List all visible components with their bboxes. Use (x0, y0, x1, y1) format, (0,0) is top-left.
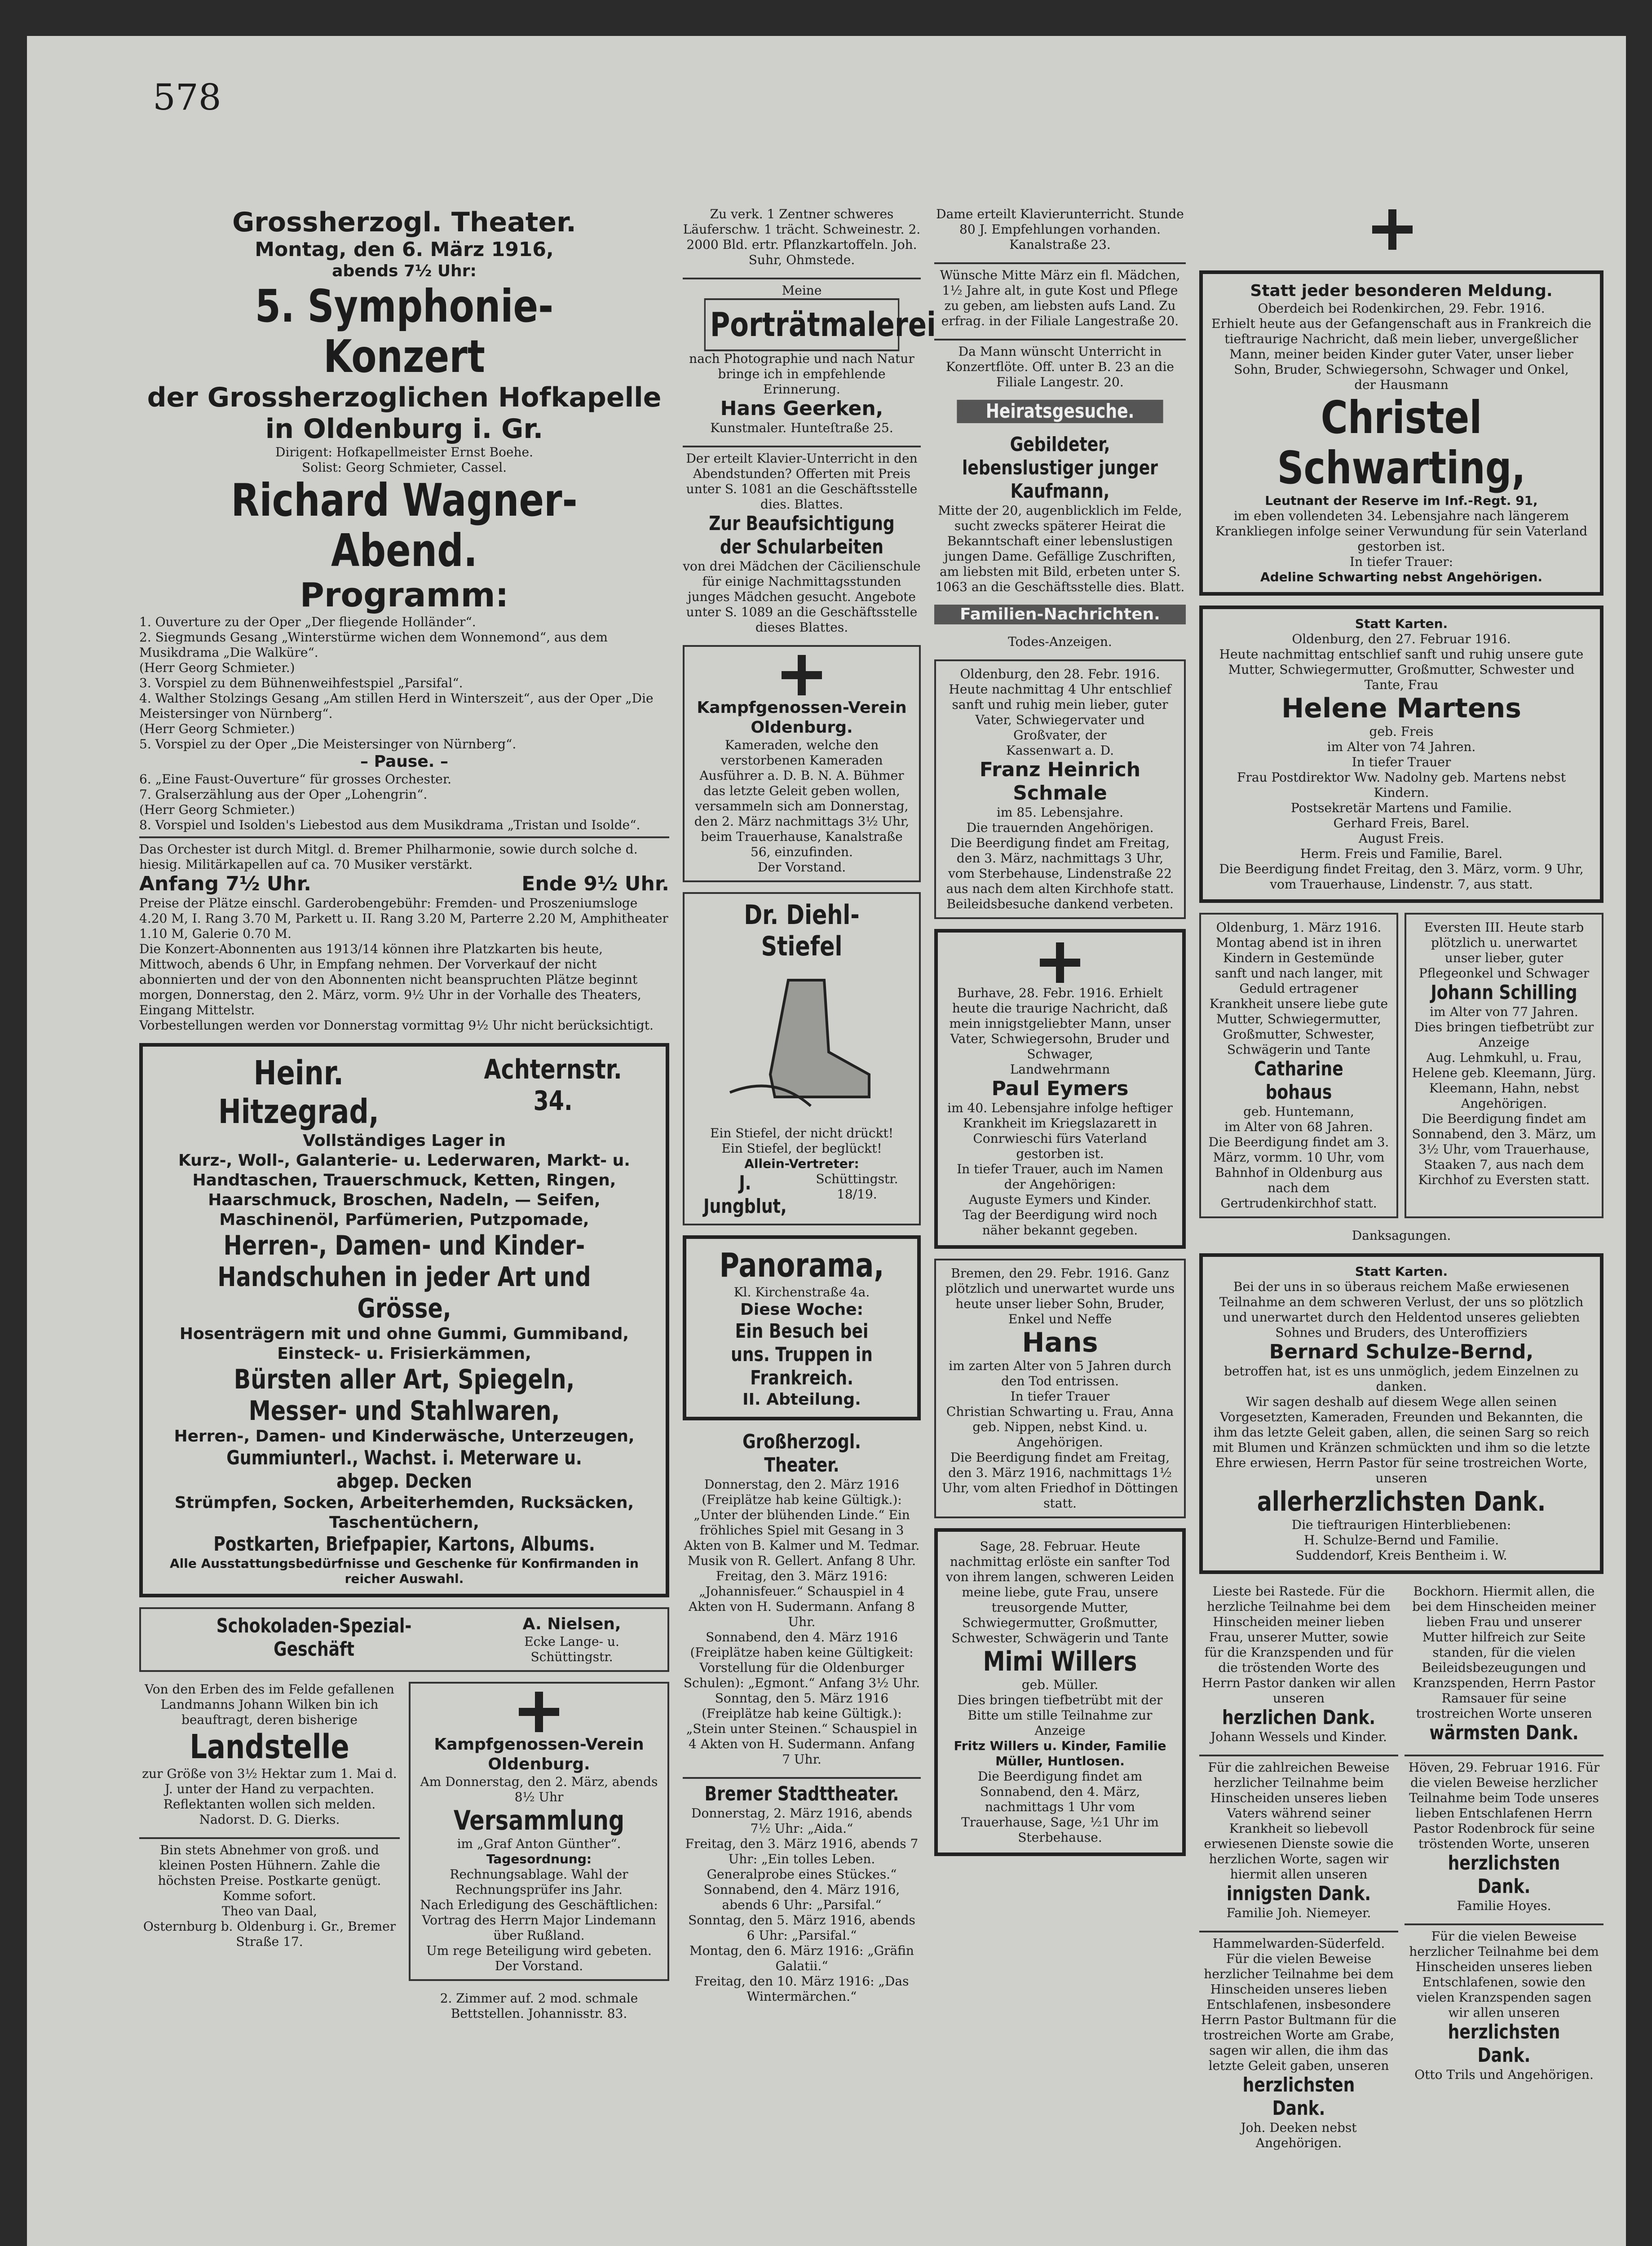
schmale-mourners: Die trauernden Angehörigen. (966, 820, 1154, 835)
schwarting-name: Christel Schwarting, (1277, 391, 1526, 494)
kampfgenossen-meeting-column (409, 1682, 669, 2031)
hitzegrad-line-2: Kurz-, Woll-, Galanterie- u. Lederwaren, Markt- u. Handtaschen, Trauerschmuck, Ketten, Ringen, Haarschmuck, Broschen, Nadeln, — Seifen, Maschinenöl, Parfümerien, Putzpomade, (178, 1151, 630, 1229)
eymers-note: Tag der Beerdigung wird noch näher bekannt gegeben. (963, 1207, 1157, 1238)
familien-banner: Familien-Nachrichten. (934, 605, 1186, 624)
rode-text: Für die vielen Beweise herzlicher Teilnahme bei dem Hinscheiden unseres lieben Entschlafenen, sowie den vielen Kranzspenden sagen wir allen unseren (1409, 1929, 1599, 2020)
bohaus-funeral: Die Beerdigung findet am 3. März, vormm. 10 Uhr, vom Bahnhof in Oldenburg aus nach dem Gertrudenkirchhof statt. (1208, 1135, 1389, 1211)
martens-head: Statt Karten. (1355, 616, 1448, 631)
rode-sign: Otto Trils und Angehörigen. (1414, 2067, 1594, 2082)
niemeyer-sign: Familie Joh. Niemeyer. (1226, 1906, 1371, 1920)
kampfgenossen-meeting-ad (409, 1682, 669, 1981)
bremer-theater-text: Donnerstag, 2. März 1916, abends 7½ Uhr: „Aida.“ Freitag, den 3. März 1916, abends 7 Uhr: „Ein tolles Leben. Generalprobe eines Stückes.“ Sonnabend, den 4. März 1916, abends 6 Uhr: „Parsifal.“ Sonntag, den 5. März 1916, abends 6 Uhr: „Parsifal.“ Montag, den 6. März 1916: „Gräfin Galatii.“ Freitag, den 10. März 1916: „Das Wintermärchen.“ (685, 1806, 919, 2004)
hitzegrad-name: Heinr. Hitzegrad, (218, 1054, 379, 1131)
obituary-schmale (934, 659, 1186, 919)
heiratsgesuche-banner: Heiratsgesuche. (957, 400, 1163, 423)
hitzegrad-line-7: Gummiunterl., Wachst. i. Meterware u. abgep. Decken (226, 1446, 582, 1493)
hitzegrad-street: Achternstr. 34. (484, 1054, 622, 1117)
program-part-1: 1. Ouverture zu der Oper „Der fliegende Holländer“. 2. Siegmunds Gesang „Winterstürme wichen dem Wonnemond“, aus dem Musikdrama „Die Walküre“. (Herr Georg Schmieter.) 3. Vorspiel zu dem Bühnenweihfestspiel „Parsifal“. 4. Walther Stolzings Gesang „Am stillen Herd in Winterszeit“, aus der Oper „Die Meistersinger von Nürnberg“. (Herr Georg Schmieter.) 5. Vorspiel zu der Oper „Die Meistersinger von Nürnberg“. (139, 615, 654, 752)
schwarting-rank: der Hausmann (1354, 377, 1449, 392)
schmale-text: Oldenburg, den 28. Febr. 1916. Heute nachmittag 4 Uhr entschlief sanft und ruhig mein lieber, guter Vater, Schwiegervater und Großvater, der (949, 667, 1171, 743)
obituary-bohaus (1199, 913, 1398, 1218)
diehl-ad (683, 892, 921, 1225)
schulze-name: Bernard Schulze-Bernd, (1269, 1340, 1534, 1363)
portrait-address: Kunstmaler. Hunteſtraße 25. (710, 420, 893, 435)
thanks-right-column (1405, 1584, 1603, 2161)
schmale-age: im 85. Lebensjahre. (996, 805, 1124, 820)
willers-text-2: Dies bringen tiefbetrübt mit der Bitte um stille Teilnahme zur Anzeige (957, 1693, 1163, 1738)
schmale-funeral: Die Beerdigung findet am Freitag, den 3. März, nachmittags 3 Uhr, vom Sterbehause, Lindenstraße 22 aus nach dem alten Kirchhofe statt. Beileidsbesuche dankend verbeten. (946, 836, 1174, 911)
huehner-ad: Bin stets Abnehmer von groß. und kleinen Posten Hühnern. Zahle die höchsten Preise. Postkarte genügt. Komme sofort. Theo van Daal, Osternburg b. Oldenburg i. Gr., Bremer Straße 17. (143, 1843, 396, 1949)
panorama-title: Panorama, (719, 1246, 884, 1285)
portrait-text: nach Photographie und nach Natur bringe ich in empfehlende Erinnerung. (689, 351, 914, 397)
panorama-address: Kl. Kirchenstraße 4a. (733, 1285, 870, 1300)
schwarting-place: Oberdeich bei Rodenkirchen, 29. Febr. 1916. (1258, 301, 1545, 316)
thanks-deeken (1199, 1936, 1398, 2151)
bremer-theater-ad (683, 1782, 921, 2004)
landstelle-column (139, 1682, 400, 2031)
hoyes-text: Höven, 29. Februar 1916. Für die vielen Beweise herzlicher Teilnahme beim Tode unseres lieben Entschlafenen Herrn Pastor Rodenbrock für seine tröstenden Worte, unseren (1408, 1760, 1600, 1851)
kampfgenossen-funeral-text: Kameraden, welche den verstorbenen Kameraden Ausführer a. D. B. N. A. Bühmer das letzte Geleit geben wollen, versammeln sich am Donnerstag, den 2. März nachmittags 3½ Uhr, beim Trauerhause, Kanalstraße 56, einzufinden. (694, 738, 910, 859)
hitzegrad-line-1: Vollständiges Lager in (303, 1132, 506, 1150)
hitzegrad-line-8: Strümpfen, Socken, Arbeiterhemden, Rucksäcken, Taschentüchern, (174, 1494, 634, 1532)
hitzegrad-line-6: Herren-, Damen- und Kinderwäsche, Unterzeugen, (174, 1427, 635, 1446)
prices: Preise der Plätze einschl. Garderobengebühr: Fremden- und Proszeniumsloge 4.20 M, I. Rang 3.70 M, Parkett u. II. Rang 3.20 M, Parterre 2.20 M, Amphitheater 1.10 M, Galerie 0.70 M. Die Konzert-Abonnenten aus 1913/14 können ihre Platzkarten bis heute, Mittwoch, abends 6 Uhr, in Empfang nehmen. Der Vorverkauf der nicht abonnierten und der von den Abonnenten nicht beanspruchten Plätze beginnt morgen, Donnerstag, den 2. März, vorm. 9½ Uhr in der Vorhalle des Theaters, Eingang Mittelstr. Vorbestellungen werden vor Donnerstag vormittag 9½ Uhr nicht berücksichtigt. (139, 896, 668, 1033)
column-2 (683, 207, 936, 2014)
kampfgenossen-agenda-title: Tagesordnung: (486, 1852, 592, 1866)
obituary-willers (934, 1528, 1186, 1856)
diehl-rep-address: Schüttingstr. 18/19. (816, 1172, 898, 1202)
bremer-theater-title: Bremer Stadttheater. (704, 1782, 899, 1805)
schilling-age: im Alter von 77 Jahren. (1430, 1004, 1578, 1019)
kampfgenossen-meeting-date: Am Donnerstag, den 2. März, abends 8½ Uhr (420, 1774, 658, 1804)
schulze-text-2: betroffen hat, ist es uns unmöglich, jedem Einzelnen zu danken. Wir sagen deshalb auf diesem Wege allen seinen Vorgesetzten, Kameraden, Freunden und Bekannten, die ihm das letzte Geleit gaben, allen, die seinen Sarg so reich mit Blumen und Kränzen schmückten und ihm so die letzte Ehre erwiesen, Herrn Pastor für seine trostreichen Worte, unseren (1212, 1364, 1590, 1486)
program-title: Programm: (300, 576, 509, 615)
willers-funeral: Die Beerdigung findet am Sonnabend, den 4. März, nachmittags 1 Uhr vom Trauerhause, Sage, ½1 Uhr im Sterbehause. (961, 1769, 1159, 1845)
column-4 (1199, 207, 1603, 2161)
column-3 (934, 207, 1186, 1866)
schwarting-text: Erhielt heute aus der Gefangenschaft aus in Frankreich die tieftraurige Nachricht, daß mein lieber, unvergeßlicher Mann, meiner beiden Kinder guter Vater, unser lieber Sohn, Bruder, Schwiegersohn, Schwager und Onkel, (1211, 316, 1591, 377)
eymers-mourners: In tiefer Trauer, auch im Namen der Angehörigen: Auguste Eymers und Kinder. (957, 1162, 1163, 1207)
diehl-slogan: Ein Stiefel, der nicht drückt! Ein Stiefel, der beglückt! (710, 1126, 894, 1156)
deeken-sign: Joh. Deeken nebst Angehörigen. (1241, 2120, 1357, 2150)
conductor: Dirigent: Hofkapellmeister Ernst Boehe. (275, 445, 533, 460)
thanks-wessels (1199, 1584, 1398, 1745)
danksagungen-head: Danksagungen. (1352, 1228, 1451, 1243)
concert-ad (139, 207, 669, 1033)
concert-subtitle: der Grossherzoglichen Hofkapelle (147, 382, 662, 413)
schwein-ad: Zu verk. 1 Zentner schweres Läuferschw. 1 trächt. Schweinestr. 2. 2000 Bld. ertr. Pflanzkartoffeln. Joh. Suhr, Ohmstede. (683, 207, 921, 267)
obituary-eymers (934, 929, 1186, 1249)
schwarting-mourn: In tiefer Trauer: (1349, 554, 1453, 569)
kampfgenossen-meeting-place: im „Graf Anton Günther“. (457, 1836, 621, 1851)
end-time: Ende 9½ Uhr. (521, 872, 669, 895)
bohaus-name: Catharine bohaus (1254, 1057, 1343, 1104)
kampfgenossen-meeting-name: Kampfgenossen-Verein Oldenburg. (434, 1735, 644, 1773)
schilling-text: Eversten III. Heute starb plötzlich u. unerwartet unser lieber, guter Pflegeonkel und Schwager (1418, 920, 1590, 981)
theater-name: Grossherzogl. Theater. (232, 207, 576, 238)
martens-born: geb. Freis (1369, 724, 1434, 739)
obituary-martens (1199, 606, 1603, 903)
program-part-2: 6. „Eine Faust-Ouverture“ für grosses Orchester. 7. Gralserzählung aus der Oper „Lohengrin“. (Herr Georg Schmieter.) 8. Vorspiel und Isolden's Liebestod aus dem Musikdrama „Tristan und Isolde“. (139, 772, 640, 832)
eymers-text: Burhave, 28. Febr. 1916. Erhielt heute die traurige Nachricht, daß mein innigstgeliebter Mann, unser Vater, Schwiegersohn, Bruder und Schwager, (949, 986, 1171, 1061)
hans-funeral: Die Beerdigung findet am Freitag, den 3. März 1916, nachmittags 1½ Uhr, vom alten Friedhof in Döttingen statt. (942, 1450, 1178, 1511)
schularbeiten-text: von drei Mädchen der Cäcilienschule für einige Nachmittagsstunden junges Mädchen gesucht. Angebote unter S. 1089 an die Geschäftsstelle dieses Blattes. (683, 559, 921, 635)
portrait-name: Hans Geerken, (720, 397, 883, 420)
kampfgenossen-funeral-sign: Der Vorstand. (757, 860, 846, 875)
schulze-thanks: allerherzlichsten Dank. (1257, 1486, 1546, 1517)
niemeyer-text: Für die zahlreichen Beweise herzlicher Teilnahme beim Hinscheiden unseres lieben Vaters während seiner Krankheit so liebevoll erwiesenen Dienste sowie die herzlichen Worte, sagen wir hiermit allen unseren (1204, 1760, 1394, 1882)
landstelle-text: zur Größe von 3½ Hektar zum 1. Mai d. J. unter der Hand zu verpachten. Reflektanten wollen sich melden. Nadorst. D. G. Dierks. (142, 1766, 397, 1827)
schmale-rank: Kassenwart a. D. (1006, 743, 1114, 758)
kampfgenossen-funeral-ad (683, 645, 921, 882)
theater-program-title: Großherzogl. Theater. (742, 1430, 861, 1477)
wrede-text: Bockhorn. Hiermit allen, die bei dem Hinscheiden meiner lieben Frau und unserer Mutter hilfreich zur Seite standen, für die vielen Beileidsbezeugungen und Kranzspenden, Herrn Pastor Ramsauer für seine trostreichen Worte unseren (1412, 1584, 1596, 1721)
wessels-text: Lieste bei Rastede. Für die herzliche Teilnahme bei dem Hinscheiden meiner lieben Frau, unserer Mutter, sowie für die Kranzspenden und für die tröstenden Worte des Herrn Pastor danken wir allen unseren (1201, 1584, 1396, 1706)
schulze-sign: Die tieftraurigen Hinterbliebenen: H. Schulze-Bernd und Familie. Suddendorf, Kreis Bentheim i. W. (1291, 1517, 1511, 1563)
heiratsgesuch-ad (934, 433, 1186, 595)
heiratsgesuch-text: Mitte der 20, augenblicklich im Felde, sucht zwecks späterer Heirat die Bekanntschaft einer lebenslustigen jungen Dame. Gefällige Zuschriften, am liebsten mit Bild, erbeten unter S. 1063 an die Geschäftsstelle dies. Blatt. (935, 503, 1185, 594)
iron-cross-icon (782, 655, 822, 695)
schokoladen-owner: A. Nielsen, (522, 1615, 621, 1633)
diehl-rep-name: J. Jungblut, (703, 1172, 787, 1218)
hitzegrad-line-9: Postkarten, Briefpapier, Kartons, Albums. (213, 1533, 595, 1556)
diehl-rep-label: Allein-Vertreter: (744, 1156, 859, 1171)
iron-cross-icon (1040, 942, 1080, 983)
thanks-schulze-bernd (1199, 1253, 1603, 1574)
schokoladen-title: Schokoladen-Spezial-Geschäft (216, 1614, 412, 1661)
hans-mourners: In tiefer Trauer Christian Schwarting u. Frau, Anna geb. Nippen, nebst Kind. u. Angehörigen. (946, 1389, 1174, 1450)
hitzegrad-line-3: Herren-, Damen- und Kinder-Handschuhen in jeder Art und Grösse, (217, 1230, 591, 1324)
rode-thanks: herzlichsten Dank. (1448, 2021, 1560, 2067)
portrait-title: Porträtmalerei (704, 298, 900, 351)
portrait-ad (683, 283, 936, 436)
hitzegrad-ad (139, 1043, 669, 1597)
bohaus-text: Oldenburg, 1. März 1916. Montag abend ist in ihren Kindern in Gestemünde sanft und nach langer, mit Geduld ertragener Krankheit unsere liebe gute Mutter, Schwiegermutter, Großmutter, Schwester, Schwägerin und Tante (1209, 920, 1388, 1057)
eymers-rank: Landwehrmann (1010, 1062, 1110, 1077)
hans-age: im zarten Alter von 5 Jahren durch den Tod entrissen. (949, 1358, 1171, 1388)
hans-text: Bremen, den 29. Febr. 1916. Ganz plötzlich und unerwartet wurde uns heute unser lieber Sohn, Bruder, Enkel und Neffe (945, 1266, 1175, 1326)
schokoladen-address: Ecke Lange- u. Schüttingstr. (524, 1634, 619, 1664)
schilling-name: Johann Schilling (1431, 981, 1577, 1004)
thanks-wrede (1405, 1584, 1603, 1745)
schwarting-sign: Adeline Schwarting nebst Angehörigen. (1260, 570, 1543, 584)
column-1 (139, 207, 669, 2031)
todes-anzeigen-head: Todes-Anzeigen. (1008, 634, 1112, 649)
willers-text: Sage, 28. Februar. Heute nachmittag erlöste ein sanfter Tod von ihrem langen, schweren Leiden meine liebe, gute Frau, unsere treusorgende Mutter, Schwiegermutter, Großmutter, Schwester, Schwägerin und Tante (945, 1539, 1175, 1645)
wagner-evening: Richard Wagner-Abend. (231, 474, 578, 577)
hitzegrad-line-5: Bürsten aller Art, Spiegeln, Messer- und Stahlwaren, (234, 1364, 575, 1427)
hoyes-sign: Familie Hoyes. (1457, 1898, 1551, 1913)
bohaus-born: geb. Huntemann, (1243, 1104, 1354, 1119)
heiratsgesuch-head: Gebildeter, lebenslustiger junger Kaufmann, (962, 433, 1158, 503)
boot-illustration-icon (721, 962, 883, 1124)
iron-cross-icon (519, 1692, 559, 1732)
schulze-text: Bei der uns in so überaus reichem Maße erwiesenen Teilnahme an dem schweren Verlust, der uns so plötzlich und unerwartet durch den Heldentod unseres geliebten Sohnes und Bruders, des Unteroffiziers (1219, 1279, 1584, 1340)
schilling-text-2: Dies bringen tiefbetrübt zur Anzeige (1414, 1020, 1594, 1050)
concert-time: abends 7½ Uhr: (332, 262, 477, 280)
martens-place: Oldenburg, den 27. Februar 1916. (1292, 632, 1511, 646)
thanks-rode (1405, 1929, 1603, 2082)
klavierunterricht-ad: Dame erteilt Klavierunterricht. Stunde 80 J. Empfehlungen vorhanden. Kanalstraße 23. (936, 207, 1184, 252)
obituary-hans (934, 1259, 1186, 1518)
martens-text: Heute nachmittag entschlief sanft und ruhig unsere gute Mutter, Schwiegermutter, Großmutter, Schwester und Tante, Frau (1219, 647, 1584, 692)
kampfgenossen-agenda: Rechnungsablage. Wahl der Rechnungsprüfer ins Jahr. Nach Erledigung des Geschäftlichen: Vortrag des Herrn Major Lindemann über Rußland. Um rege Beteiligung wird gebeten. (420, 1867, 658, 1958)
schulze-head: Statt Karten. (1355, 1264, 1448, 1279)
concert-city: in Oldenburg i. Gr. (265, 413, 543, 445)
obituary-schilling (1405, 913, 1603, 1218)
concert-title: 5. Symphonie-Konzert (255, 280, 554, 383)
bohaus-age: im Alter von 68 Jahren. (1224, 1119, 1373, 1134)
schilling-funeral: Die Beerdigung findet am Sonnabend, den 3. März, um 3½ Uhr, vom Trauerhause, Staaken 7, aus nach dem Kirchhof zu Eversten statt. (1412, 1111, 1596, 1187)
orchestra-note: Das Orchester ist durch Mitgl. d. Bremer Philharmonie, sowie durch solche d. hiesig. Militärkapellen auf ca. 70 Musiker verstärkt. (139, 842, 638, 872)
thanks-niemeyer (1199, 1760, 1398, 1921)
panorama-ad (683, 1235, 921, 1420)
pflege-ad: Wünsche Mitte März ein fl. Mädchen, 1½ Jahre alt, in gute Kost und Pflege zu geben, am liebsten aufs Land. Zu erfrag. in der Filiale Langestraße 20. (940, 268, 1180, 328)
thanks-hoyes (1405, 1760, 1603, 1914)
deeken-text: Hammelwarden-Süderfeld. Für die vielen Beweise herzlicher Teilnahme bei dem Hinscheiden unseres lieben Entschlafenen, insbesondere Herrn Pastor Bultmann für die trostreichen Worte am Grabe, sagen wir allen, die ihm das letzte Geleit gaben, unseren (1201, 1936, 1396, 2073)
kampfgenossen-meeting-title: Versammlung (453, 1805, 625, 1836)
martens-name: Helene Martens (1281, 693, 1522, 724)
klavier-ad (683, 451, 921, 635)
theater-program-text: Donnerstag, den 2. März 1916 (Freiplätze hab keine Gültigk.): „Unter der blühenden Linde.“ Ein fröhliches Spiel mit Gesang in 3 Akten von B. Kalmer und M. Tedmar. Musik von R. Gellert. Anfang 8 Uhr. Freitag, den 3. März 1916: „Johannisfeuer.“ Schauspiel in 4 Akten von H. Sudermann. Anfang 8 Uhr. Sonnabend, den 4. März 1916 (Freiplätze haben keine Gültigkeit: Vorstellung für die Oldenburger Schulen): „Egmont.“ Anfang 3½ Uhr. Sonntag, den 5. März 1916 (Freiplätze hab keine Gültigk.): „Stein unter Steinen.“ Schauspiel in 4 Akten von H. Sudermann. Anfang 7 Uhr. (683, 1477, 920, 1767)
obituary-schwarting (1199, 270, 1603, 596)
panorama-show: Ein Besuch bei uns. Truppen in Frankreich. (731, 1320, 873, 1389)
schwarting-unit: Leutnant der Reserve im Inf.-Regt. 91, (1265, 493, 1538, 508)
niemeyer-thanks: innigsten Dank. (1226, 1882, 1371, 1905)
schwarting-head: Statt jeder besonderen Meldung. (1250, 282, 1553, 300)
bettstellen-ad: 2. Zimmer auf. 2 mod. schmale Bettstellen. Johannisstr. 83. (440, 1991, 638, 2021)
start-time: Anfang 7½ Uhr. (139, 872, 312, 895)
eymers-text-2: im 40. Lebensjahre infolge heftiger Krankheit im Kriegslazarett in Conrwieschi fürs Vaterland gestorben ist. (947, 1101, 1173, 1161)
willers-born: geb. Müller. (1021, 1677, 1099, 1692)
hitzegrad-line-4: Hosenträgern mit und ohne Gummi, Gummiband, Einsteck- u. Frisierkämmen, (179, 1325, 629, 1363)
martens-funeral: Die Beerdigung findet Freitag, den 3. März, vorm. 9 Uhr, vom Trauerhause, Lindenstr. 7, aus statt. (1219, 862, 1584, 892)
iron-cross-icon (1372, 209, 1431, 268)
landstelle-ad (139, 1682, 400, 1827)
eymers-name: Paul Eymers (991, 1077, 1129, 1100)
kampfgenossen-meeting-sign: Der Vorstand. (495, 1959, 583, 1973)
floete-ad: Da Mann wünscht Unterricht in Konzertflöte. Off. unter B. 23 an die Filiale Langestr. 20. (946, 344, 1174, 389)
soloist: Solist: Georg Schmieter, Cassel. (301, 460, 507, 475)
landstelle-title: Landstelle (190, 1728, 349, 1766)
page-number: 578 (153, 76, 221, 118)
wessels-sign: Johann Wessels und Kinder. (1210, 1729, 1387, 1744)
willers-mourners: Fritz Willers u. Kinder, Familie Müller, Huntlosen. (954, 1738, 1166, 1769)
schokoladen-ad (139, 1607, 669, 1672)
theater-program-ad (683, 1430, 921, 1767)
panorama-part: II. Abteilung. (742, 1390, 861, 1409)
schmale-name: Franz Heinrich Schmale (979, 758, 1141, 805)
martens-age: im Alter von 74 Jahren. (1327, 739, 1476, 754)
wessels-thanks: herzlichen Dank. (1222, 1706, 1376, 1729)
schularbeiten-title: Zur Beaufsichtigung der Schularbeiten (709, 512, 895, 558)
hoyes-thanks: herzlichsten Dank. (1448, 1852, 1560, 1898)
schwarting-text-2: im eben vollendeten 34. Lebensjahre nach längerem Krankliegen infolge seiner Verwundung für sein Vaterland gestorben ist. (1215, 508, 1588, 554)
wrede-thanks: wärmsten Dank. (1429, 1721, 1579, 1744)
klavier-text: Der erteilt Klavier-Unterricht in den Abendstunden? Offerten mit Preis unter S. 1081 an die Geschäftsstelle dies. Blattes. (686, 451, 918, 512)
schilling-mourners: Aug. Lehmkuhl, u. Frau, Helene geb. Kleemann, Jürg. Kleemann, Hahn, nebst Angehörigen. (1412, 1050, 1596, 1111)
martens-mourners: In tiefer Trauer Frau Postdirektor Ww. Nadolny geb. Martens nebst Kindern. Postsekretär Martens und Familie. Gerhard Freis, Barel. August Freis. Herm. Freis und Familie, Barel. (1237, 755, 1566, 861)
landstelle-intro: Von den Erben des im Felde gefallenen Landmanns Johann Wilken bin ich beauftragt, deren bisherige (145, 1682, 394, 1727)
diehl-title: Dr. Diehl-Stiefel (744, 899, 860, 962)
thanks-left-column (1199, 1584, 1398, 2161)
hitzegrad-line-10: Alle Ausstattungsbedürfnisse und Geschenke für Konfirmanden in reicher Auswahl. (170, 1556, 639, 1586)
willers-name: Mimi Willers (983, 1646, 1137, 1677)
kampfgenossen-funeral-name: Kampfgenossen-Verein Oldenburg. (697, 699, 907, 737)
pause: – Pause. – (360, 752, 448, 771)
deeken-thanks: herzlichsten Dank. (1242, 2074, 1355, 2120)
panorama-week: Diese Woche: (740, 1300, 863, 1319)
newspaper-page (27, 36, 1626, 2246)
hans-name: Hans (1022, 1327, 1098, 1358)
portrait-meine: Meine (782, 283, 822, 298)
concert-date: Montag, den 6. März 1916, (255, 238, 554, 261)
